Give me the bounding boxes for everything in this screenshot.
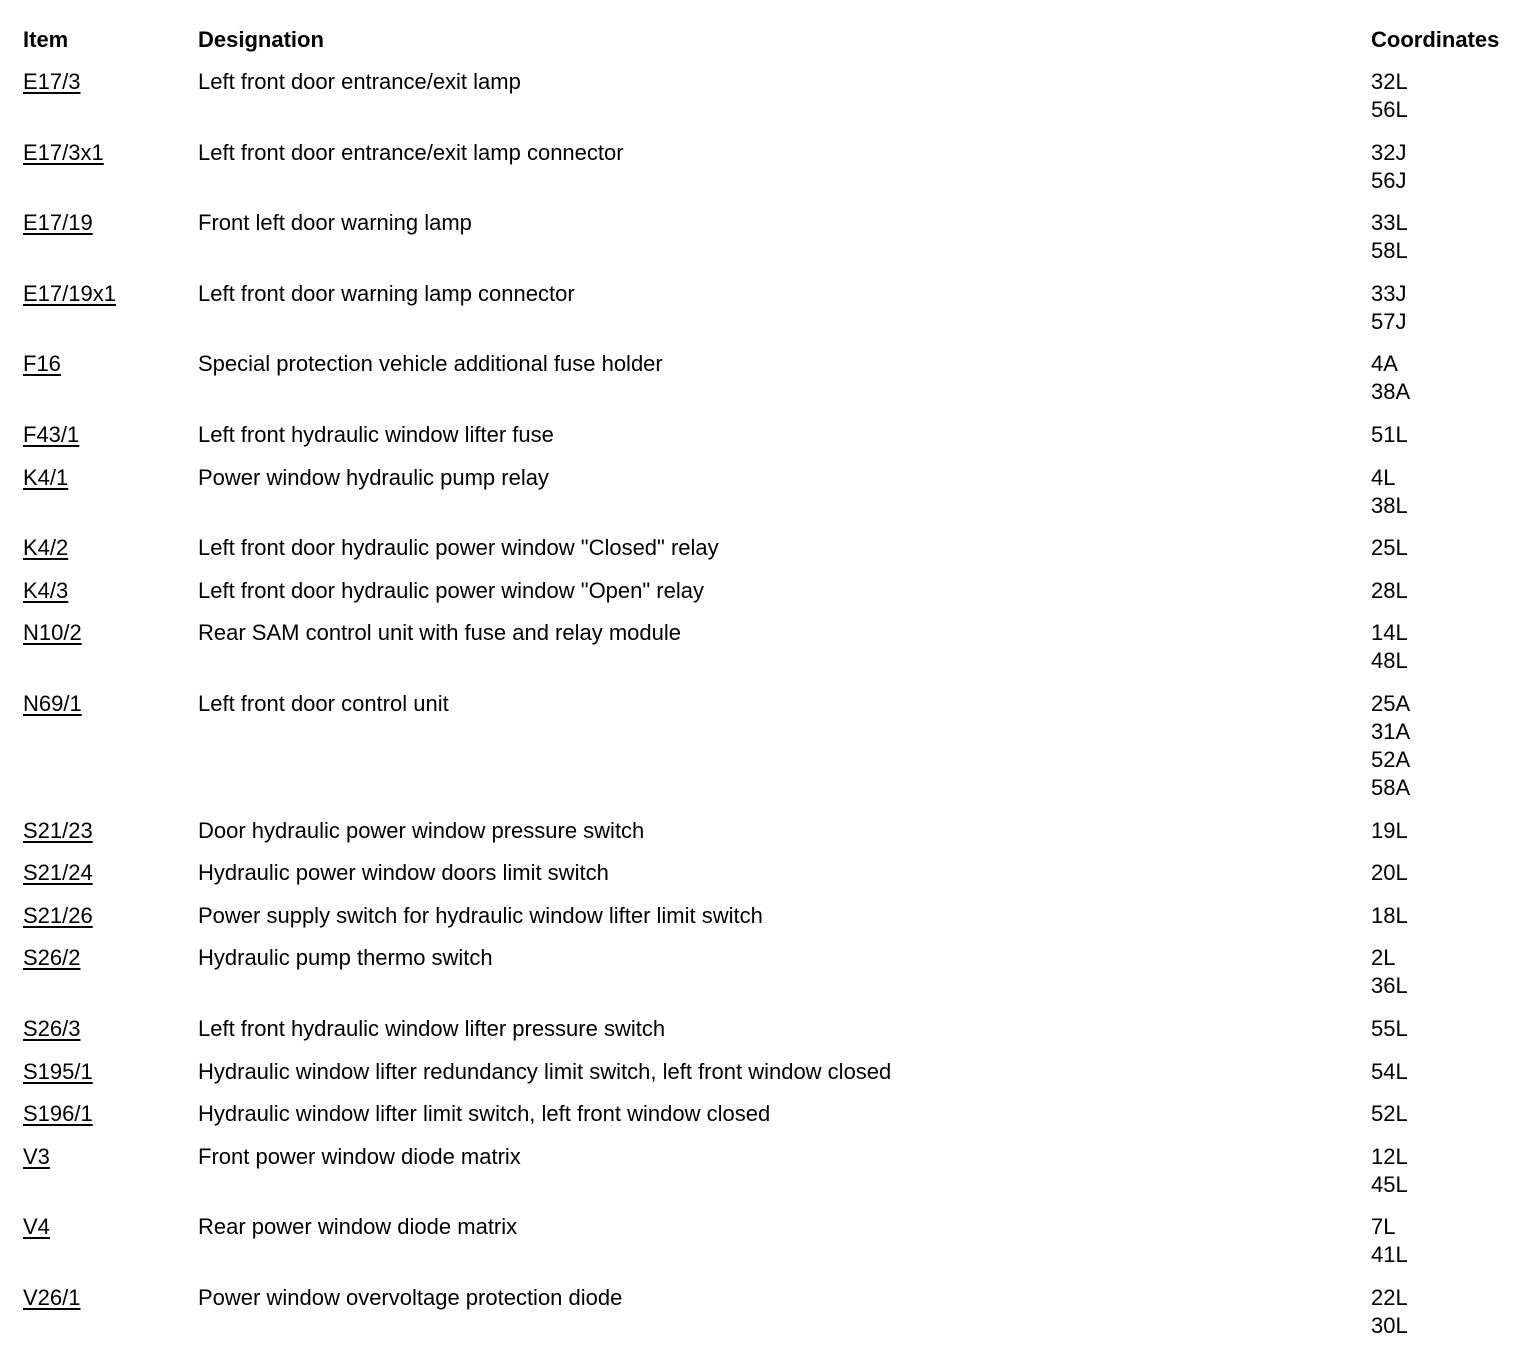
designation-text: Left front door control unit xyxy=(198,690,449,716)
coordinates-cell xyxy=(1371,534,1408,562)
item-link[interactable]: E17/19 xyxy=(23,210,93,236)
coordinates-cell xyxy=(1371,1213,1408,1269)
item-link[interactable]: N69/1 xyxy=(23,690,82,716)
table-row xyxy=(0,817,1536,860)
coordinates-cell xyxy=(1371,619,1408,675)
item-link[interactable]: S196/1 xyxy=(23,1101,93,1127)
item-link[interactable]: F16 xyxy=(23,351,61,377)
coordinate-value: 2L xyxy=(1371,945,1396,971)
item-link[interactable]: V26/1 xyxy=(23,1284,81,1310)
header-item: Item xyxy=(23,27,69,52)
coordinates-cell xyxy=(1371,421,1408,449)
item-link[interactable]: S26/2 xyxy=(23,945,81,971)
designation-text: Front left door warning lamp xyxy=(198,210,472,236)
coordinate-value: 56L xyxy=(1371,97,1408,122)
coordinate-value: 45L xyxy=(1371,1171,1408,1197)
coordinate-value: 30L xyxy=(1371,1312,1408,1338)
item-link[interactable]: E17/19x1 xyxy=(23,280,116,306)
designation-text: Rear power window diode matrix xyxy=(198,1214,518,1240)
coordinate-value: 36L xyxy=(1371,973,1408,999)
coordinate-value: 54L xyxy=(1371,1058,1408,1084)
coordinate-value: 32J xyxy=(1371,139,1407,165)
coordinate-value: 48L xyxy=(1371,648,1408,674)
coordinate-value: 57J xyxy=(1371,308,1407,334)
designation-text: Special protection vehicle additional fuse holder xyxy=(198,351,663,377)
item-link[interactable]: S21/23 xyxy=(23,817,93,843)
item-link[interactable]: S26/3 xyxy=(23,1015,81,1041)
coordinate-value: 33J xyxy=(1371,280,1407,306)
table-row xyxy=(0,690,1536,817)
item-link[interactable]: E17/3 xyxy=(23,69,81,94)
coordinate-value: 25L xyxy=(1371,535,1408,561)
designation-text: Hydraulic power window doors limit switch xyxy=(198,860,609,886)
designation-text: Left front door warning lamp connector xyxy=(198,280,575,306)
coordinate-value: 51L xyxy=(1371,421,1408,447)
coordinates-cell xyxy=(1371,944,1408,1000)
table-row xyxy=(0,944,1536,1015)
header-coordinates: Coordinates xyxy=(1371,27,1500,52)
designation-text: Power window hydraulic pump relay xyxy=(198,464,549,490)
table-row xyxy=(0,421,1536,464)
table-row xyxy=(0,534,1536,577)
table-row xyxy=(0,209,1536,280)
designation-text: Hydraulic pump thermo switch xyxy=(198,945,493,971)
coordinate-value: 7L xyxy=(1371,1214,1396,1240)
coordinate-value: 31A xyxy=(1371,718,1411,744)
item-link[interactable]: F43/1 xyxy=(23,421,80,447)
component-table xyxy=(0,68,1536,1354)
item-link[interactable]: K4/3 xyxy=(23,577,69,603)
coordinate-value: 20L xyxy=(1371,860,1408,886)
coordinates-cell xyxy=(1371,350,1410,406)
item-link[interactable]: V4 xyxy=(23,1214,50,1240)
designation-text: Left front hydraulic window lifter fuse xyxy=(198,421,554,447)
coordinates-cell xyxy=(1371,464,1408,520)
coordinates-cell xyxy=(1371,1143,1408,1199)
coordinates-cell xyxy=(1371,1058,1408,1086)
table-row xyxy=(0,902,1536,945)
table-row xyxy=(0,619,1536,690)
table-row xyxy=(0,139,1536,210)
designation-text: Power window overvoltage protection diode xyxy=(198,1284,623,1310)
coordinate-value: 41L xyxy=(1371,1242,1408,1268)
table-row xyxy=(0,1143,1536,1214)
coordinate-value: 58L xyxy=(1371,238,1408,264)
coordinate-value: 4A xyxy=(1371,351,1398,377)
designation-text: Left front door hydraulic power window "Open" relay xyxy=(198,577,704,603)
item-link[interactable]: K4/1 xyxy=(23,464,69,490)
designation-text: Hydraulic window lifter redundancy limit switch, left front window closed xyxy=(198,1058,892,1084)
coordinate-value: 19L xyxy=(1371,817,1408,843)
item-link[interactable]: S21/24 xyxy=(23,860,93,886)
coordinates-cell xyxy=(1371,1015,1408,1043)
item-link[interactable]: N10/2 xyxy=(23,620,82,646)
coordinate-value: 55L xyxy=(1371,1015,1408,1041)
table-row xyxy=(0,1100,1536,1143)
table-row xyxy=(0,280,1536,351)
coordinate-value: 12L xyxy=(1371,1143,1408,1169)
designation-text: Hydraulic window lifter limit switch, left front window closed xyxy=(198,1101,771,1127)
designation-text: Rear SAM control unit with fuse and relay module xyxy=(198,620,682,646)
coordinate-value: 56J xyxy=(1371,167,1407,193)
table-row xyxy=(0,68,1536,139)
coordinate-value: 4L xyxy=(1371,464,1396,490)
table-row xyxy=(0,1284,1536,1355)
table-header xyxy=(0,24,1536,56)
coordinates-cell xyxy=(1371,859,1408,887)
coordinate-value: 52A xyxy=(1371,746,1411,772)
coordinate-value: 33L xyxy=(1371,210,1408,236)
designation-text: Power supply switch for hydraulic window lifter limit switch xyxy=(198,902,763,928)
item-link[interactable]: V3 xyxy=(23,1143,50,1169)
coordinates-cell xyxy=(1371,209,1408,265)
coordinate-value: 14L xyxy=(1371,620,1408,646)
coordinates-cell xyxy=(1371,139,1406,195)
item-link[interactable]: E17/3x1 xyxy=(23,139,104,165)
coordinate-value: 32L xyxy=(1371,69,1408,94)
coordinates-cell xyxy=(1371,902,1408,930)
table-row xyxy=(0,1058,1536,1101)
coordinate-value: 58A xyxy=(1371,774,1411,800)
designation-text: Left front hydraulic window lifter pressure switch xyxy=(198,1015,666,1041)
item-link[interactable]: S195/1 xyxy=(23,1058,93,1084)
table-row xyxy=(0,1015,1536,1058)
coordinates-cell xyxy=(1371,280,1406,336)
table-row xyxy=(0,1213,1536,1284)
coordinate-value: 28L xyxy=(1371,577,1408,603)
designation-text: Left front door entrance/exit lamp connector xyxy=(198,139,624,165)
coordinate-value: 18L xyxy=(1371,902,1408,928)
coordinates-cell xyxy=(1371,1284,1408,1340)
item-link[interactable]: S21/26 xyxy=(23,902,93,928)
table-row xyxy=(0,859,1536,902)
table-row xyxy=(0,350,1536,421)
designation-text: Left front door entrance/exit lamp xyxy=(198,69,521,94)
coordinate-value: 25A xyxy=(1371,690,1411,716)
coordinates-cell xyxy=(1371,577,1408,605)
header-designation: Designation xyxy=(198,27,324,52)
coordinates-cell xyxy=(1371,68,1408,124)
coordinates-cell xyxy=(1371,817,1408,845)
designation-text: Left front door hydraulic power window "Closed" relay xyxy=(198,535,719,561)
designation-text: Door hydraulic power window pressure switch xyxy=(198,817,645,843)
coordinate-value: 22L xyxy=(1371,1284,1408,1310)
coordinate-value: 52L xyxy=(1371,1101,1408,1127)
designation-text: Front power window diode matrix xyxy=(198,1143,521,1169)
coordinates-cell xyxy=(1371,690,1410,802)
table-row xyxy=(0,464,1536,535)
item-link[interactable]: K4/2 xyxy=(23,535,69,561)
coordinate-value: 38A xyxy=(1371,379,1411,405)
coordinate-value: 38L xyxy=(1371,492,1408,518)
table-row xyxy=(0,577,1536,620)
coordinates-cell xyxy=(1371,1100,1408,1128)
